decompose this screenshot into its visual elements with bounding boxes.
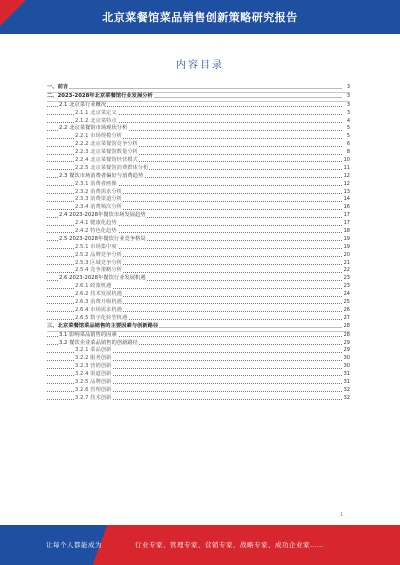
toc-entry[interactable] [47, 332, 350, 340]
toc-entry-label: 2.2.2 北京菜餐馆竞争分析 [75, 141, 138, 148]
toc-entry-page: 4 [346, 117, 350, 124]
toc-entry-label: 2.6.1 政策机遇 [75, 283, 112, 290]
report-footer [0, 525, 400, 565]
toc-entry-label: 2.6.4 市场需求机遇 [75, 306, 122, 313]
toc-entry-label: 2.1.1 北京菜定义 [75, 109, 117, 116]
toc-heading: 内容目录 [176, 60, 224, 71]
toc-entry-page: 12 [343, 172, 350, 179]
toc-entry-label: 3.2.2 服务创新 [75, 355, 112, 362]
toc-entry-page: 19 [343, 235, 350, 242]
toc-entry[interactable] [47, 371, 350, 379]
toc-entry[interactable] [47, 323, 350, 332]
toc-entry-page: 6 [346, 141, 350, 148]
toc-entry-page: 3 [346, 92, 350, 99]
toc-entry-label: 2.4 2023-2028年餐饮市场发展趋势 [59, 212, 146, 219]
toc-entry-label: 2.1 北京菜行业概况 [59, 101, 107, 108]
toc-entry-label: 3.2.6 管理创新 [75, 386, 112, 393]
toc-entry-label: 2.5 2023-2028年餐饮行业竞争格局 [59, 235, 146, 242]
toc-entry-label: 2.4.1 健康化趋势 [75, 220, 117, 227]
toc-entry-label: 2.6.2 技术发展机遇 [75, 291, 122, 298]
toc-entry-page: 24 [343, 291, 350, 298]
toc-entry-page: 28 [343, 331, 350, 338]
toc-entry[interactable] [47, 110, 350, 118]
toc-entry-page: 30 [343, 363, 350, 370]
toc-entry-label: 一、前言 [47, 84, 69, 90]
toc-entry-page: 20 [343, 251, 350, 258]
toc-leader [47, 88, 342, 89]
footer-expert-list: 行业专家、管理专家、营销专家、战略专家、成功企业家…… [135, 541, 324, 549]
toc-entry-page: 17 [343, 220, 350, 227]
toc-entry-page: 32 [343, 394, 350, 401]
toc-entry-page: 19 [343, 243, 350, 250]
toc-entry-label: 2.2.5 北京菜餐馆消费群体分析 [75, 164, 149, 171]
toc-entry[interactable] [47, 212, 350, 220]
toc-entry[interactable] [47, 307, 350, 315]
report-title: 北京菜餐馆菜品销售创新策略研究报告 [102, 11, 298, 24]
toc-entry-page: 3 [346, 101, 350, 108]
toc-entry-page: 29 [343, 339, 350, 346]
toc-entry-page: 26 [343, 306, 350, 313]
toc-entry-page: 8 [346, 149, 350, 156]
toc-entry[interactable] [47, 149, 350, 157]
table-of-contents [47, 84, 350, 514]
toc-entry-label: 2.6 2023-2028年餐饮行业发展机遇 [59, 275, 146, 282]
toc-entry-page: 18 [343, 228, 350, 235]
toc-entry-page: 3 [346, 109, 350, 116]
toc-entry[interactable] [47, 93, 350, 102]
toc-entry-label: 2.3.3 消费渠道分析 [75, 196, 122, 203]
toc-entry-label: 3.2.7 技术创新 [75, 394, 112, 401]
toc-entry-page: 27 [343, 314, 350, 321]
toc-entry-label: 2.1.2 北京菜特点 [75, 117, 117, 124]
toc-entry[interactable] [47, 84, 350, 93]
toc-entry-page: 14 [343, 196, 350, 203]
toc-entry-page: 12 [343, 180, 350, 187]
toc-entry-page: 23 [343, 283, 350, 290]
toc-entry[interactable] [47, 141, 350, 149]
toc-entry-label: 3.2.1 菜品创新 [75, 347, 112, 354]
toc-entry[interactable] [47, 283, 350, 291]
toc-entry-label: 2.3 餐饮市场消费者偏好与消费趋势 [59, 172, 144, 179]
toc-entry-label: 2.3.4 消费频次分析 [75, 204, 122, 211]
toc-entry-label: 2.6.5 数字化转型机遇 [75, 314, 128, 321]
toc-entry[interactable] [47, 228, 350, 236]
toc-entry-label: 3.2.3 营销创新 [75, 363, 112, 370]
toc-entry-label: 2.5.1 市场集中度 [75, 243, 117, 250]
toc-entry-label: 二、2023-2028年北京菜餐馆行业发展分析 [47, 92, 153, 99]
toc-entry-page: 3 [346, 84, 350, 90]
toc-entry-page: 28 [343, 322, 350, 329]
toc-entry[interactable] [47, 173, 350, 181]
toc-entry[interactable] [47, 102, 350, 110]
toc-entry[interactable] [47, 291, 350, 299]
toc-entry-page: 17 [343, 212, 350, 219]
toc-entry[interactable] [47, 181, 350, 189]
toc-entry-page: 10 [343, 157, 350, 164]
toc-entry[interactable] [47, 244, 350, 252]
toc-entry[interactable] [47, 379, 350, 387]
toc-entry-page: 29 [343, 347, 350, 354]
toc-entry[interactable] [47, 299, 350, 307]
toc-entry-label: 2.6.3 消费升级机遇 [75, 299, 122, 306]
page-number: 1 [340, 512, 344, 518]
toc-entry-page: 11 [343, 164, 350, 171]
toc-entry-label: 3.1 影响菜品销售的因素 [59, 331, 117, 338]
toc-entry-label: 2.3.2 消费需求分析 [75, 188, 122, 195]
toc-entry[interactable] [47, 236, 350, 244]
toc-entry[interactable] [47, 387, 350, 395]
toc-entry-label: 2.5.2 品牌竞争分析 [75, 251, 122, 258]
toc-entry-label: 2.2.3 北京菜餐馆数量分析 [75, 149, 138, 156]
toc-entry[interactable] [47, 355, 350, 363]
toc-entry[interactable] [47, 395, 350, 403]
toc-entry-page: 30 [343, 355, 350, 362]
toc-entry[interactable] [47, 315, 350, 323]
toc-entry-page: 16 [343, 204, 350, 211]
toc-entry-label: 3.2.4 渠道创新 [75, 371, 112, 378]
toc-entry-label: 3.2 餐饮企业菜品销售的创新路径 [59, 339, 138, 346]
toc-entry-page: 25 [343, 299, 350, 306]
toc-entry-page: 5 [346, 125, 350, 132]
report-header [0, 0, 400, 34]
toc-entry-label: 2.2.1 市场规模分析 [75, 133, 122, 140]
toc-entry-page: 21 [343, 259, 350, 266]
toc-entry-page: 23 [343, 275, 350, 282]
toc-entry-page: 22 [343, 267, 350, 274]
toc-entry-page: 5 [346, 133, 350, 140]
toc-entry-page: 13 [343, 188, 350, 195]
toc-entry[interactable] [47, 252, 350, 260]
toc-entry-label: 三、北京菜餐馆菜品销售的主要因素与创新路径 [47, 322, 159, 329]
footer-slogan: 让每个人都能成为 [46, 541, 102, 549]
toc-entry-page: 31 [343, 371, 350, 378]
toc-entry[interactable] [47, 220, 350, 228]
toc-entry-page: 32 [343, 386, 350, 393]
toc-entry-label: 2.3.1 消费者画像 [75, 180, 117, 187]
toc-entry-label: 2.5.4 竞争策略分析 [75, 267, 122, 274]
toc-entry-page: 31 [343, 378, 350, 385]
toc-entry-label: 3.2.5 品牌创新 [75, 378, 112, 385]
toc-entry-label: 2.5.3 区域竞争分析 [75, 259, 122, 266]
toc-entry[interactable] [47, 157, 350, 165]
toc-entry[interactable] [47, 363, 350, 371]
toc-entry-label: 2.4.2 特色化趋势 [75, 228, 117, 235]
toc-entry-label: 2.2.4 北京菜餐馆经营模式 [75, 157, 138, 164]
toc-entry-label: 2.2 北京菜餐馆市场现状分析 [59, 125, 128, 132]
toc-entry[interactable] [47, 165, 350, 173]
